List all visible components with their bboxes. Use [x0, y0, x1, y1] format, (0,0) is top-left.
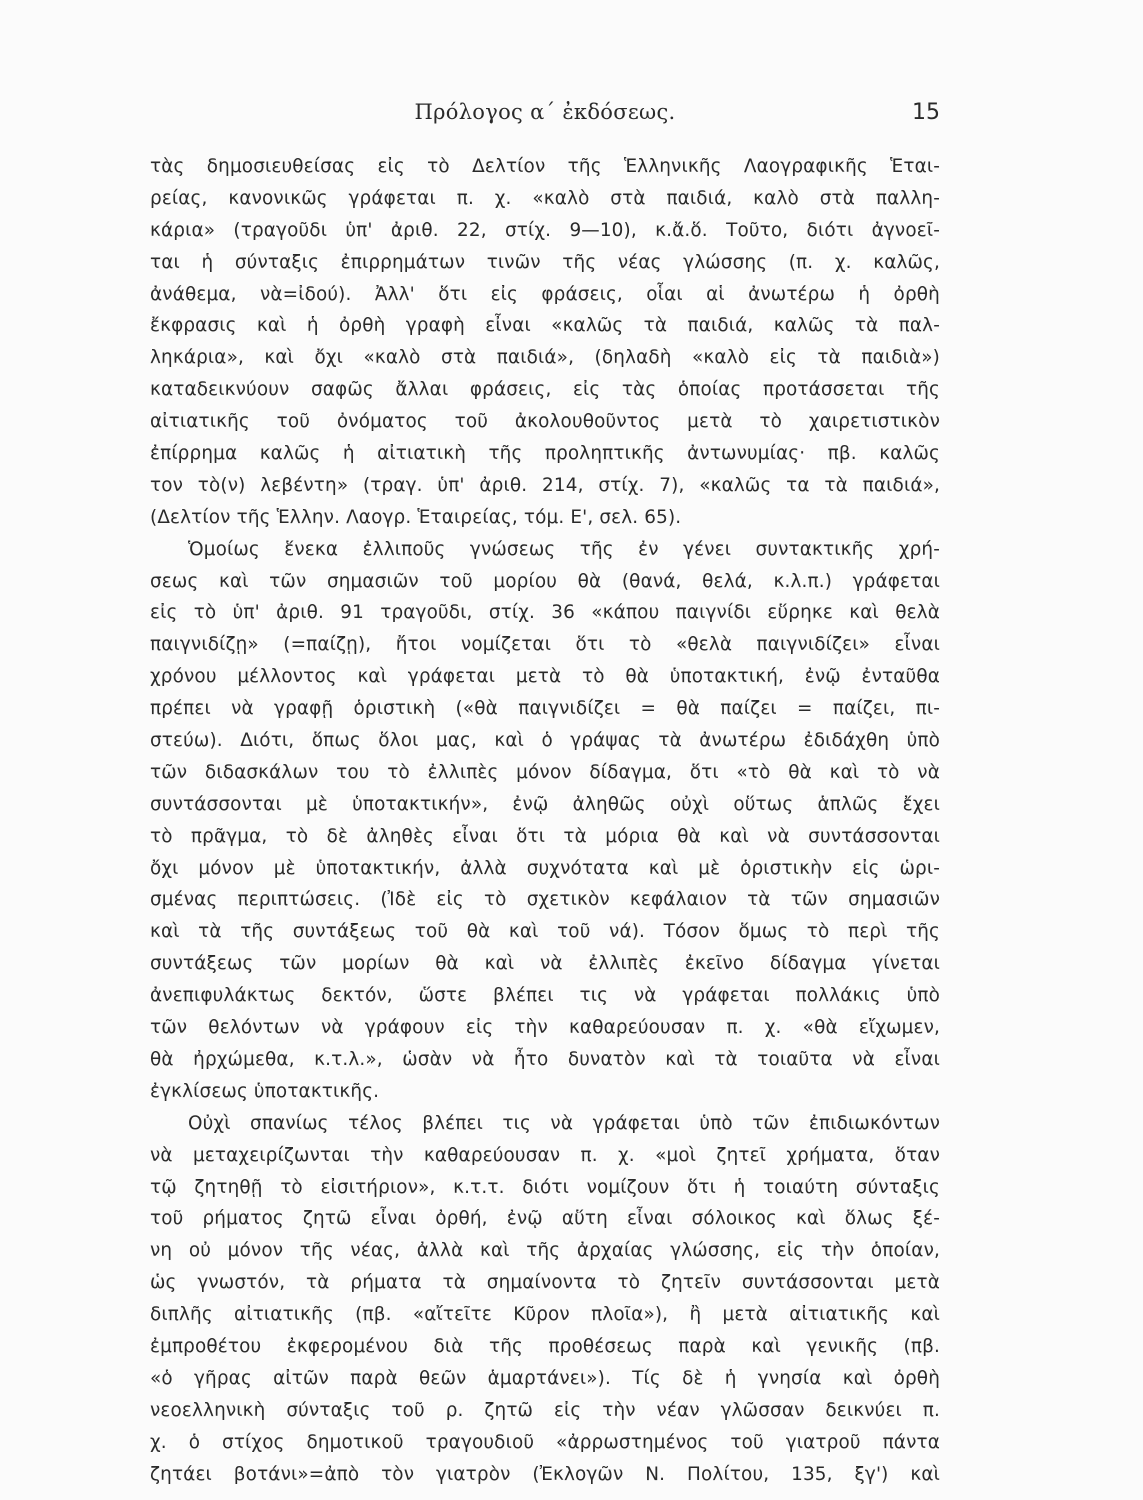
- text-line: ἐπίρρημα καλῶς ἡ αἰτιατικὴ τῆς προληπτικῆς ἀντωνυμίας· πβ. καλῶς: [150, 443, 940, 465]
- text-line: θὰ ἠρχώμεθα, κ.τ.λ.», ὡσὰν νὰ ἦτο δυνατὸν καὶ τὰ τοιαῦτα νὰ εἶναι: [150, 1048, 940, 1070]
- text-line: χ. ὁ στίχος δημοτικοῦ τραγουδιοῦ «ἀρρωστημένος τοῦ γιατροῦ πάντα: [150, 1431, 940, 1453]
- text-line: ἀνεπιφυλάκτως δεκτόν, ὥστε βλέπει τις νὰ γράφεται πολλάκις ὑπὸ: [150, 985, 940, 1007]
- text-line: τῷ ζητηθῇ τὸ εἰσιτήριον», κ.τ.τ. διότι νομίζουν ὅτι ἡ τοιαύτη σύνταξις: [150, 1176, 940, 1198]
- text-line: τὰς δημοσιευθείσας εἰς τὸ Δελτίον τῆς Ἑλληνικῆς Λαογραφικῆς Ἑται-: [150, 156, 940, 177]
- text-line: τῶν διδασκάλων του τὸ ἐλλιπὲς μόνον δίδαγμα, ὅτι «τὸ θὰ καὶ τὸ νὰ: [150, 761, 940, 783]
- text-line: σμένας περιπτώσεις. (Ἰδὲ εἰς τὸ σχετικὸν κεφάλαιον τὰ τῶν σημασιῶν: [150, 889, 940, 911]
- running-head: [150, 100, 940, 136]
- text-line: συντάσσονται μὲ ὑποτακτικήν», ἐνῷ ἀληθῶς οὐχὶ οὕτως ἁπλῶς ἔχει: [150, 793, 940, 815]
- text-line: ρείας, κανονικῶς γράφεται π. χ. «καλὸ στὰ παιδιά, καλὸ στὰ παλλη-: [150, 187, 940, 209]
- text-line: νὰ μεταχειρίζωνται τὴν καθαρεύουσαν π. χ. «μοὶ ζητεῖ χρήματα, ὅταν: [150, 1144, 940, 1166]
- text-line: τοῦ ρήματος ζητῶ εἶναι ὀρθή, ἐνῷ αὕτη εἶναι σόλοικος καὶ ὅλως ξέ-: [150, 1208, 940, 1230]
- text-line: τῶν θελόντων νὰ γράφουν εἰς τὴν καθαρεύουσαν π. χ. «θὰ εἴχωμεν,: [150, 1017, 940, 1039]
- text-line: αἰτιατικῆς τοῦ ὀνόματος τοῦ ἀκολουθοῦντος μετὰ τὸ χαιρετιστικὸν: [150, 411, 940, 433]
- text-line: ὡς γνωστόν, τὰ ρήματα τὰ σημαίνοντα τὸ ζητεῖν συντάσσονται μετὰ: [150, 1272, 940, 1294]
- text-line: τὸ πρᾶγμα, τὸ δὲ ἀληθὲς εἶναι ὅτι τὰ μόρια θὰ καὶ νὰ συντάσσονται: [150, 825, 940, 847]
- text-line: διπλῆς αἰτιατικῆς (πβ. «αἴτεῖτε Κῦρον πλοῖα»), ἢ μετὰ αἰτιατικῆς καὶ: [150, 1304, 940, 1326]
- text-line: ὄχι μόνον μὲ ὑποτακτικήν, ἀλλὰ συχνότατα καὶ μὲ ὁριστικὴν εἰς ὡρι-: [150, 857, 940, 879]
- text-line: ἐγκλίσεως ὑποτακτικῆς.: [150, 1080, 380, 1102]
- text-line: ἐμπροθέτου ἐκφερομένου διὰ τῆς προθέσεως παρὰ καὶ γενικῆς (πβ.: [150, 1335, 940, 1357]
- text-line: καὶ τὰ τῆς συντάξεως τοῦ θὰ καὶ τοῦ νά). Τόσον ὅμως τὸ περὶ τῆς: [150, 921, 940, 943]
- text-line: νη οὐ μόνον τῆς νέας, ἀλλὰ καὶ τῆς ἀρχαίας γλώσσης, εἰς τὴν ὁποίαν,: [150, 1240, 940, 1262]
- text-line: ζητάει βοτάνι»=ἀπὸ τὸν γιατρὸν (Ἐκλογῶν Ν. Πολίτου, 135, ξγ') καὶ: [150, 1463, 940, 1485]
- text-line: ται ἡ σύνταξις ἐπιρρημάτων τινῶν τῆς νέας γλώσσης (π. χ. καλῶς,: [150, 251, 940, 273]
- text-line: ἔκφρασις καὶ ἡ ὀρθὴ γραφὴ εἶναι «καλῶς τὰ παιδιά, καλῶς τὰ παλ-: [150, 315, 940, 337]
- text-line: κάρια» (τραγοῦδι ὑπ' ἀριθ. 22, στίχ. 9—10), κ.ἄ.ὅ. Τοῦτο, διότι ἀγνοεῖ-: [150, 219, 940, 241]
- text-line: ληκάρια», καὶ ὄχι «καλὸ στὰ παιδιά», (δηλαδὴ «καλὸ εἰς τὰ παιδιὰ»): [150, 347, 940, 369]
- text-line: Οὐχὶ σπανίως τέλος βλέπει τις νὰ γράφεται ὑπὸ τῶν ἐπιδιωκόντων: [188, 1112, 940, 1134]
- text-line: καταδεικνύουν σαφῶς ἄλλαι φράσεις, εἰς τὰς ὁποίας προτάσσεται τῆς: [150, 379, 940, 401]
- text-line: «ὁ γῆρας αἰτῶν παρὰ θεῶν ἁμαρτάνει»). Τίς δὲ ἡ γνησία καὶ ὀρθὴ: [150, 1367, 940, 1389]
- running-title: Πρόλογος α΄ ἐκδόσεως.: [414, 100, 676, 124]
- body-text: [150, 151, 940, 1490]
- text-line: Ὁμοίως ἕνεκα ἐλλιποῦς γνώσεως τῆς ἐν γένει συντακτικῆς χρή-: [188, 538, 940, 560]
- text-line: παιγνιδίζῃ» (=παίζῃ), ἤτοι νομίζεται ὅτι τὸ «θελὰ παιγνιδίζει» εἶναι: [150, 634, 940, 656]
- text-line: σεως καὶ τῶν σημασιῶν τοῦ μορίου θὰ (θανά, θελά, κ.λ.π.) γράφεται: [150, 570, 940, 592]
- text-line: ἀνάθεμα, νὰ=ἰδού). Ἀλλ' ὅτι εἰς φράσεις, οἷαι αἱ ἀνωτέρω ἡ ὀρθὴ: [150, 283, 940, 305]
- text-line: (Δελτίον τῆς Ἑλλην. Λαογρ. Ἑταιρείας, τόμ. Ε', σελ. 65).: [150, 506, 682, 528]
- text-line: χρόνου μέλλοντος καὶ γράφεται μετὰ τὸ θὰ ὑποτακτική, ἐνῷ ἐνταῦθα: [150, 666, 940, 688]
- text-line: πρέπει νὰ γραφῇ ὁριστικὴ («θὰ παιγνιδίζει = θὰ παίζει = παίζει, πι-: [150, 698, 940, 720]
- text-line: τον τὸ(ν) λεβέντη» (τραγ. ὑπ' ἀριθ. 214, στίχ. 7), «καλῶς τα τὰ παιδιά»,: [150, 474, 940, 496]
- page-number: 15: [912, 100, 940, 125]
- text-line: συντάξεως τῶν μορίων θὰ καὶ νὰ ἐλλιπὲς ἐκεῖνο δίδαγμα γίνεται: [150, 953, 940, 975]
- text-line: εἰς τὸ ὑπ' ἀριθ. 91 τραγοῦδι, στίχ. 36 «κάπου παιγνίδι εὕρηκε καὶ θελὰ: [150, 602, 940, 624]
- text-line: στεύω). Διότι, ὅπως ὅλοι μας, καὶ ὁ γράψας τὰ ἀνωτέρω ἐδιδάχθη ὑπὸ: [150, 730, 940, 752]
- text-line: νεοελληνικὴ σύνταξις τοῦ ρ. ζητῶ εἰς τὴν νέαν γλῶσσαν δεικνύει π.: [150, 1399, 940, 1421]
